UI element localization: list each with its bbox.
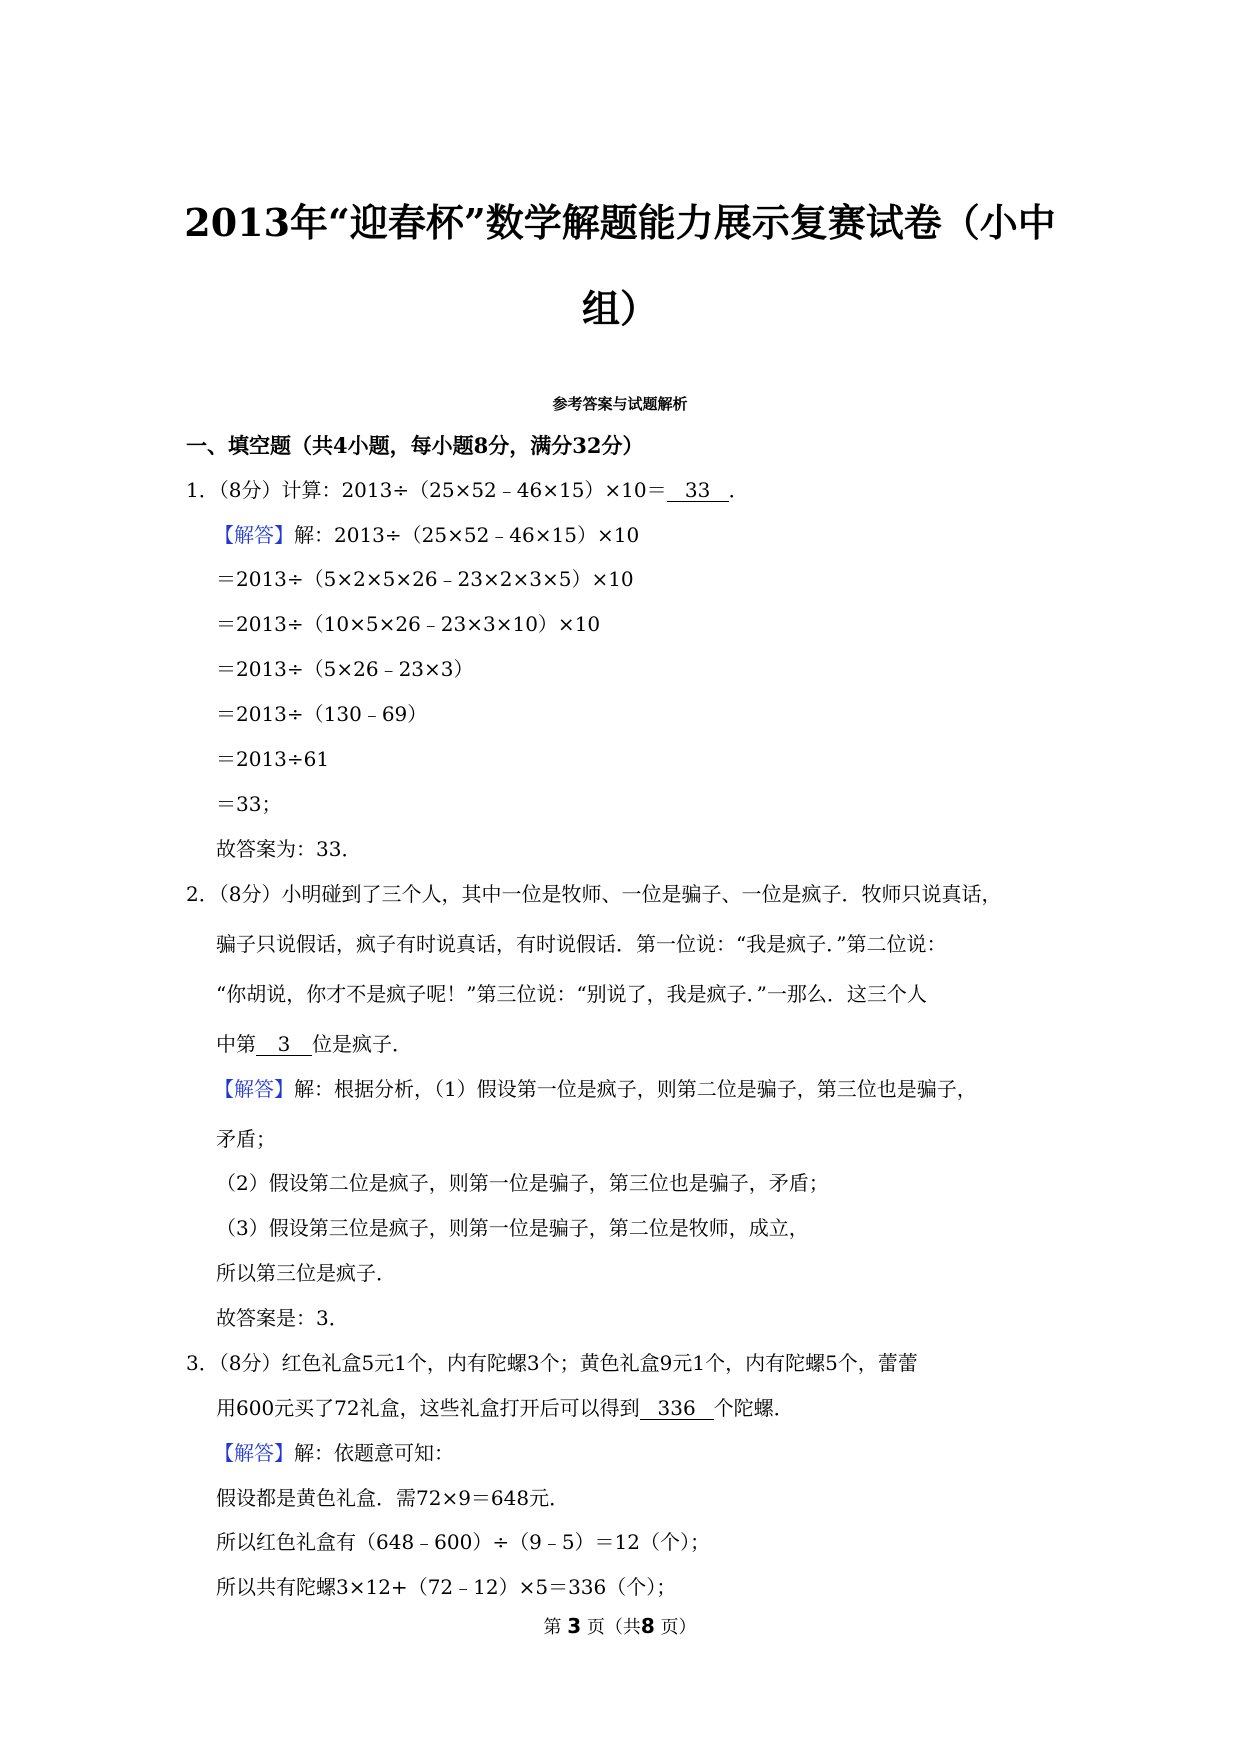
question-2-solution-header (214, 1073, 977, 1102)
question-3-solution-header (214, 1437, 454, 1466)
footer-middle: 页（共 (586, 1617, 641, 1638)
solution-step: ＝33； (216, 792, 282, 816)
solution-conclusion: 故答案为：33． (216, 837, 362, 861)
document-subtitle: 参考答案与试题解析 (552, 395, 688, 413)
solution-step: ＝2013÷（130﹣69） (216, 702, 428, 726)
solution-text: 解：2013÷（25×52﹣46×15）×10 (294, 523, 640, 547)
solution-line: （3）假设第三位是疯子，则第一位是骗子，第二位是牧师，成立， (216, 1216, 809, 1240)
question-text: （8分）小明碰到了三个人，其中一位是牧师、一位是骗子、一位是疯子．牧师只说真话， (218, 882, 1002, 906)
question-text: （8分）红色礼盒5元1个，内有陀螺3个；黄色礼盒9元1个，内有陀螺5个，蕾蕾 (218, 1351, 918, 1375)
answer-tag: 【解答】 (214, 1077, 294, 1101)
solution-line: 所以共有陀螺3×12+（72﹣12）×5＝336（个）； (216, 1575, 677, 1599)
solution-step: ＝2013÷（10×5×26﹣23×3×10）×10 (216, 612, 601, 636)
solution-conclusion: 故答案是：3． (216, 1306, 349, 1330)
question-number: 3． (186, 1351, 219, 1375)
solution-step: ＝2013÷（5×26﹣23×3） (216, 657, 474, 681)
solution-text: 解：根据分析，（1）假设第一位是疯子，则第二位是骗子，第三位也是骗子， (294, 1077, 977, 1101)
footer-prefix: 第 (543, 1617, 562, 1638)
question-number: 1． (186, 478, 219, 502)
question-3-stem (186, 1347, 918, 1376)
question-1-solution-header (214, 519, 639, 548)
question-text: 用600元买了72礼盒，这些礼盒打开后可以得到 (216, 1396, 640, 1420)
question-text-end: ． (728, 478, 749, 502)
solution-step: ＝2013÷（5×2×5×26﹣23×2×3×5）×10 (216, 567, 634, 591)
solution-step: ＝2013÷61 (216, 747, 330, 771)
solution-line: 矛盾； (216, 1127, 276, 1151)
answer-blank: 3 (256, 1033, 312, 1056)
question-text-end: 个陀螺． (713, 1396, 794, 1420)
section-heading: 一、填空题（共4小题，每小题8分，满分32分） (186, 433, 644, 458)
question-number: 2． (186, 882, 219, 906)
question-text-end: 位是疯子． (312, 1032, 412, 1056)
solution-line: 所以红色礼盒有（648﹣600）÷（9﹣5）＝12（个）； (216, 1530, 711, 1554)
question-1-stem (186, 474, 749, 503)
solution-line: 所以第三位是疯子． (216, 1261, 396, 1285)
solution-line: 假设都是黄色礼盒．需72×9＝648元． (216, 1486, 570, 1510)
question-text: 中第 (216, 1032, 256, 1056)
answer-tag: 【解答】 (214, 1441, 294, 1465)
document-title-line-2: 组） (581, 286, 658, 331)
page-number: 3 (567, 1614, 582, 1638)
answer-blank: 336 (640, 1397, 714, 1420)
answer-blank: 33 (667, 479, 729, 502)
question-2-stem-line: 骗子只说假话，疯子有时说真话，有时说假话．第一位说：“我是疯子．”第二位说： (216, 932, 947, 956)
answer-tag: 【解答】 (214, 523, 294, 547)
footer-suffix: 页） (660, 1617, 697, 1638)
page-footer (0, 1613, 1240, 1639)
question-2-stem (186, 878, 1001, 907)
question-text: （8分）计算：2013÷（25×52﹣46×15）×10＝ (218, 478, 667, 502)
question-2-stem-line (216, 1028, 412, 1057)
solution-line: （2）假设第二位是疯子，则第一位是骗子，第三位也是骗子，矛盾； (216, 1171, 829, 1195)
document-title-line-1: 2013年“迎春杯”数学解题能力展示复赛试卷（小中 (184, 200, 1056, 245)
question-3-stem-line (216, 1392, 794, 1421)
question-2-stem-line: “你胡说，你才不是疯子呢！”第三位说：“别说了，我是疯子．”一那么．这三个人 (216, 982, 927, 1006)
total-pages: 8 (640, 1614, 655, 1638)
solution-text: 解：依题意可知： (294, 1441, 454, 1465)
